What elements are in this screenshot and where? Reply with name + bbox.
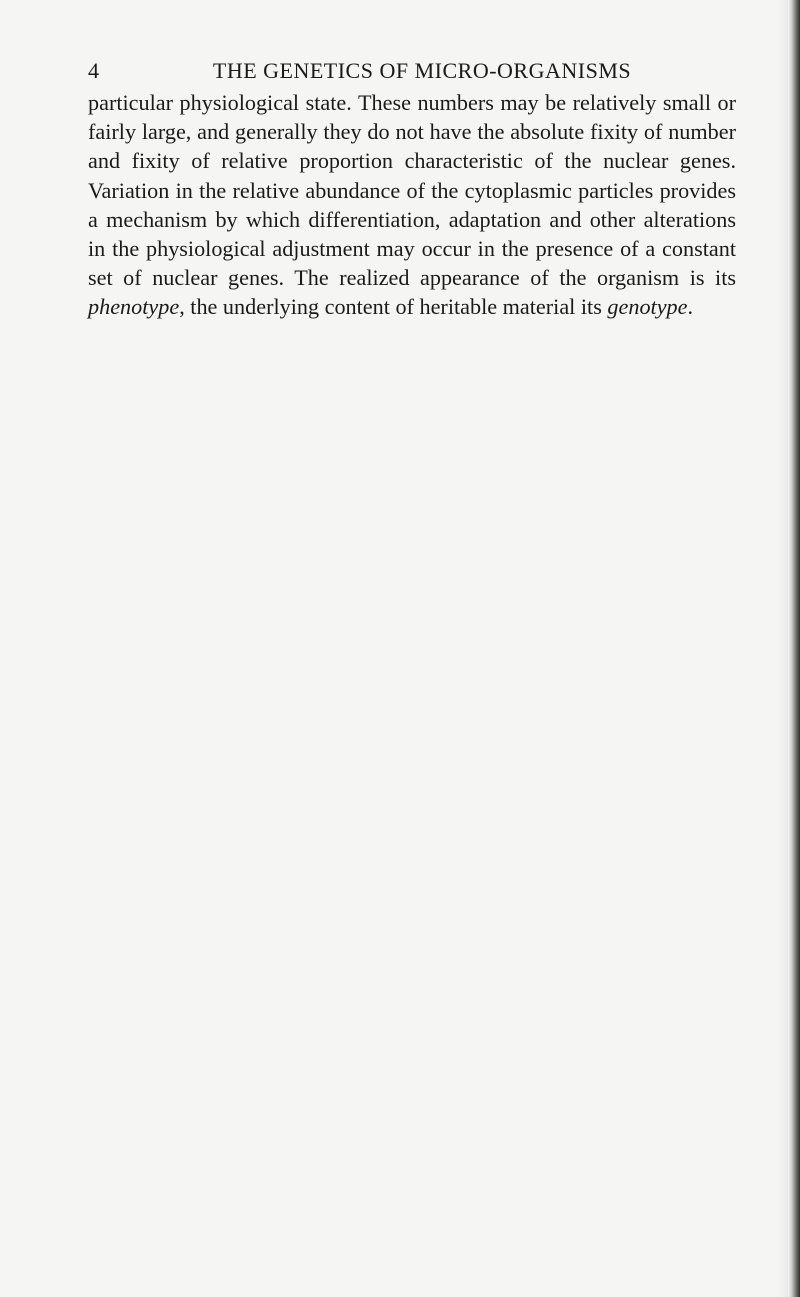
scan-edge-shadow <box>778 0 788 1297</box>
running-head <box>88 58 748 88</box>
body-paragraph <box>88 88 736 322</box>
paragraph-text: particular physiological state. These numbers may be relatively small or fairly large, and generally they do not have the absolute fixity of number and fixity of relative proportion characteristic of the nuclear genes. Variation in the relative abundance of the cytoplasmic particles provides a mechanism by which differentiation, adaptation and other alterations in the physiological adjustment may occur in the presence of a constant set of nuclear genes. The realized appearance of the organism is its <box>88 90 736 291</box>
term-phenotype: phenotype <box>88 294 180 320</box>
paragraph-end: . <box>687 294 694 320</box>
scan-edge <box>788 0 800 1297</box>
running-title: THE GENETICS OF MICRO-ORGANISMS <box>212 58 632 83</box>
paragraph-text-continued: , the underlying content of heritable material its <box>179 294 608 320</box>
page-number: 4 <box>88 58 100 83</box>
term-genotype: genotype <box>607 294 688 320</box>
